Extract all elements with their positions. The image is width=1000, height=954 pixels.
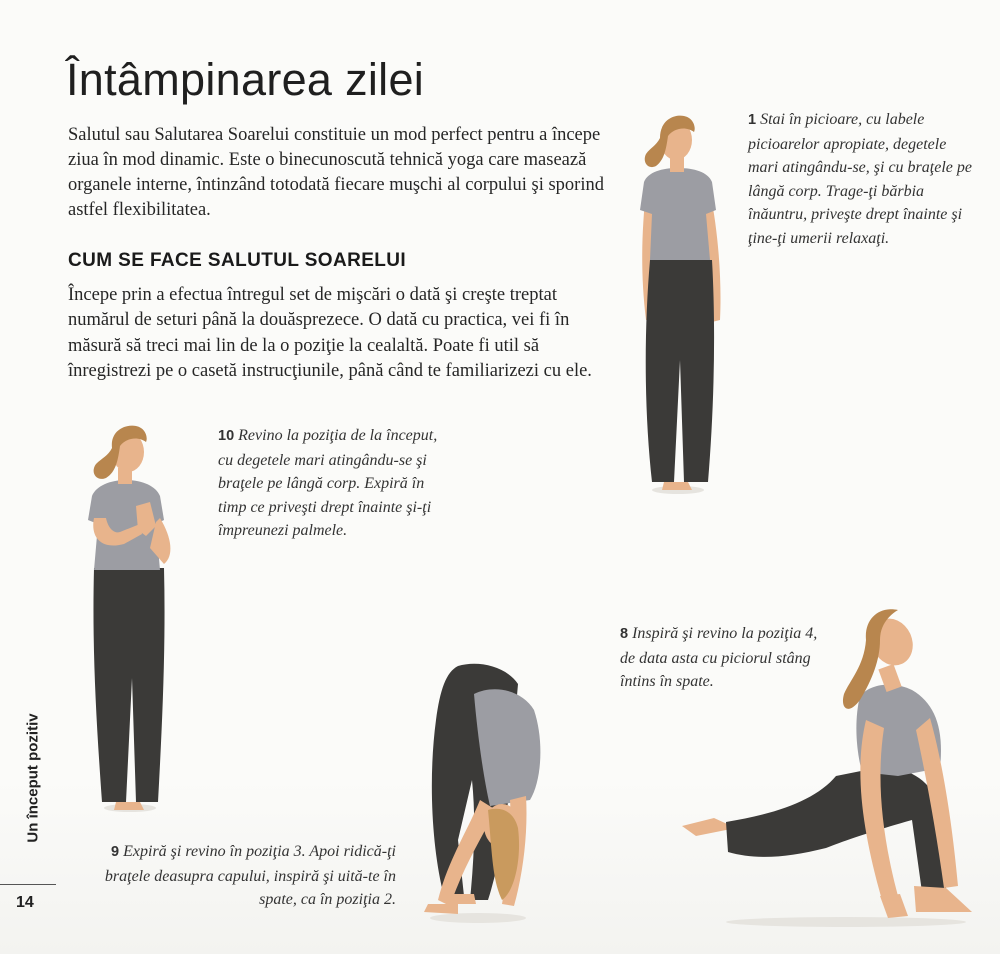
step-number: 1	[748, 112, 757, 128]
section-heading: CUM SE FACE SALUTUL SOARELUI	[68, 249, 407, 271]
page-number: 14	[16, 894, 34, 911]
figure-prayer-pose	[80, 418, 190, 813]
figure-forward-bend-pose	[418, 660, 548, 925]
figure-lunge-pose	[676, 600, 976, 930]
figure-standing-pose	[626, 110, 736, 495]
caption-text: Revino la poziţia de la început, cu degetele mari atingându-se şi braţele pe lângă corp. Expiră în timp ce priveşti drept înainte şi-ţi împreunezi palmele.	[218, 427, 438, 539]
caption-text: Inspiră şi revino la poziţia 4, de data asta cu piciorul stâng întins în spate.	[620, 625, 818, 690]
intro-paragraph: Salutul sau Salutarea Soarelui constituie un mod perfect pentru a începe ziua în mod dinamic. Este o binecunoscută tehnică yoga care masează organele interne, întinzând totodată fiecare muşchi al corpului şi sporind astfel flexibilitatea.	[68, 124, 604, 220]
caption-text: Stai în picioare, cu labele picioarelor apropiate, degetele mari atingându-se, şi cu braţele pe lângă corp. Trage-ţi bărbia înăuntru, priveşte drept înainte şi ţine-ţi umerii relaxaţi.	[748, 111, 972, 247]
caption-text: Expiră şi revino în poziţia 3. Apoi ridică-ţi braţele deasupra capului, inspiră şi uită-te în spate, ca în poziţia 2.	[104, 843, 396, 908]
step-number: 9	[111, 844, 120, 860]
caption-step-1	[748, 108, 978, 250]
section-paragraph: Începe prin a efectua întregul set de mişcări o dată şi creşte treptat numărul de seturi până la douăsprezece. O dată cu practica, vei fi în măsură să treci mai lin de la o poziţie la cealaltă. Poate fi util să înregistrezi pe o casetă instrucţiunile, până când te familiarizezi cu ele.	[68, 284, 592, 381]
page-title: Întâmpinarea zilei	[66, 54, 425, 106]
section-label: Un început pozitiv	[24, 713, 42, 843]
side-label	[20, 688, 46, 868]
caption-step-9	[70, 840, 396, 912]
page-rule	[0, 884, 56, 885]
caption-step-10	[218, 424, 438, 543]
step-number: 8	[620, 626, 629, 642]
step-number: 10	[218, 428, 235, 444]
